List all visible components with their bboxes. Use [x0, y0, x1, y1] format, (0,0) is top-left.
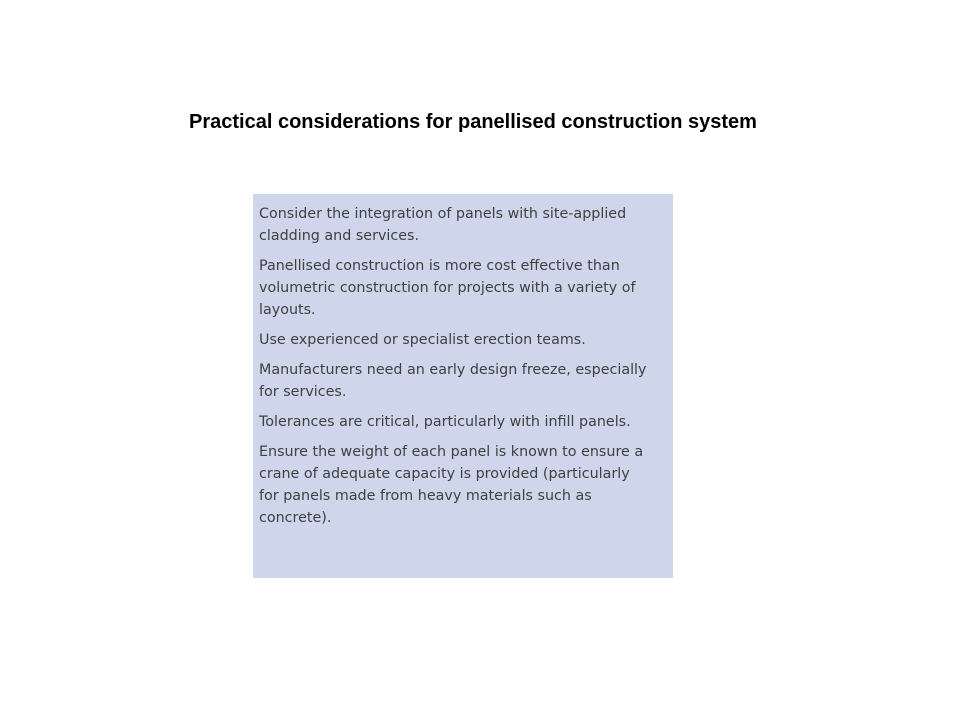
consideration-item: Manufacturers need an early design freeze, especially for services. [259, 362, 647, 400]
consideration-item: Panellised construction is more cost effective than volumetric construction for projects with a variety of layouts. [259, 258, 636, 318]
consideration-item: Tolerances are critical, particularly with infill panels. [259, 414, 631, 430]
consideration-item: Use experienced or specialist erection teams. [259, 332, 586, 348]
consideration-item: Consider the integration of panels with site-applied cladding and services. [259, 206, 627, 244]
consideration-item: Ensure the weight of each panel is known to ensure a crane of adequate capacity is provided (particularly for panels made from heavy materials such as concrete). [259, 444, 644, 526]
considerations-panel [253, 194, 673, 578]
slide-title: Practical considerations for panellised construction system [189, 111, 757, 133]
